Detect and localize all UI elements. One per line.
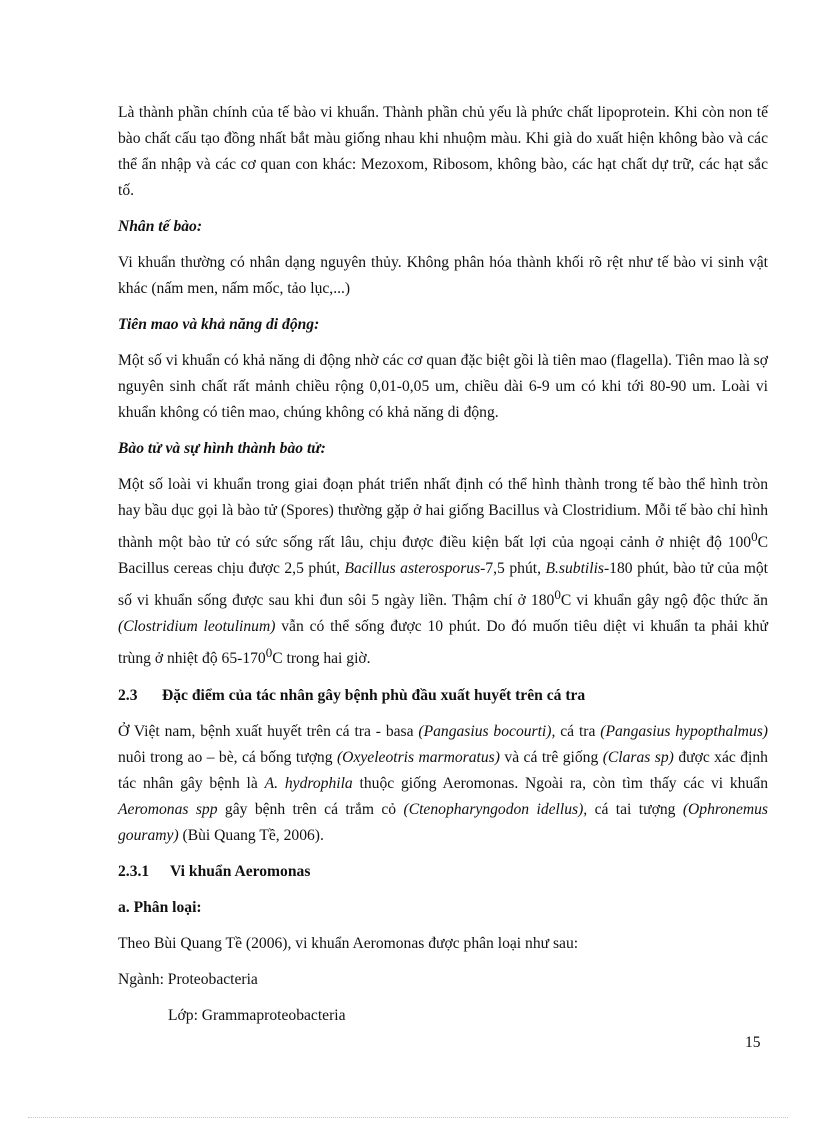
superscript: 0: [554, 587, 561, 603]
section-number: 2.3: [118, 686, 138, 704]
superscript: 0: [751, 529, 758, 544]
text-run: Một số loài vi khuẩn trong giai đoạn phát triển nhất định có thể hình thành trong tế bào thể hình tròn hay bầu dục gọi là bào tử (Spores) thường gặp ở hai giống Bacillus và Clostridium. Mỗi tế bào chỉ hình thành một bào tử có sức sống rất lâu, chịu được điều kiện bất lợi của ngoại cảnh ở nhiệt độ 100: [118, 476, 768, 552]
section-title: Vi khuẩn Aeromonas: [170, 862, 311, 880]
text-run: C Bacillus cereas chịu được 2,5 phút,: [118, 534, 768, 578]
text-run: vẫn có thể sống được 10 phút. Do đó muốn tiêu diệt vi khuẩn ta phải khử trùng ở nhiệt độ 65-170: [118, 618, 768, 668]
heading-classification: a. Phân loại:: [118, 898, 202, 916]
text-run: (Bùi Quang Tề, 2006).: [178, 826, 324, 844]
text-run: cá tra: [555, 722, 601, 740]
text-run: Ở Việt nam, bệnh xuất huyết trên cá tra - basa: [118, 722, 419, 740]
paragraph-cytoplasm: Là thành phần chính của tế bào vi khuẩn. Thành phần chủ yếu là phức chất lipoprotein. Khi còn non tế bào chất cấu tạo đồng nhất bắt màu giống nhau khi nhuộm màu. Khi già do xuất hiện không bào và các thể ẩn nhập và các cơ quan con khác: Mezoxom, Ribosom, không bào, các hạt chất dự trữ, các hạt sắc tố.: [118, 104, 768, 199]
page-number: 15: [745, 1034, 761, 1051]
species-name: (Ctenopharyngodon idellus),: [403, 800, 588, 818]
species-name: (Pangasius hypopthalmus): [600, 722, 768, 740]
text-run: -180 phút, bào tử của một số vi khuẩn sống được sau khi đun sôi 5 ngày liền. Thậm chí ở 180: [118, 560, 768, 610]
species-name: B.subtilis: [545, 560, 604, 578]
species-name: (Claras sp): [602, 748, 674, 766]
species-name: (Oxyeleotris marmoratus): [336, 748, 500, 766]
species-name: (Pangasius bocourti),: [418, 722, 556, 740]
paragraph-nucleus: Vi khuẩn thường có nhân dạng nguyên thủy. Không phân hóa thành khối rõ rệt như tế bào vi sinh vật khác (nấm men, nấm mốc, tảo lục,...): [118, 254, 768, 297]
text-run: nuôi trong ao – bè, cá bống tượng: [118, 748, 337, 766]
text-run: và cá trê giống: [499, 748, 603, 766]
text-run: được xác định tác nhân gây bệnh là: [118, 748, 768, 792]
section-title: Đặc điểm của tác nhân gây bệnh phù đầu xuất huyết trên cá tra: [162, 686, 586, 704]
paragraph-classification: Theo Bùi Quang Tề (2006), vi khuẩn Aeromonas được phân loại như sau:: [118, 934, 579, 952]
text-run: gây bệnh trên cá trắm cỏ: [217, 800, 404, 818]
text-run: -7,5 phút,: [480, 560, 546, 578]
heading-spores: Bào tử và sự hình thành bào tử:: [118, 440, 326, 457]
taxonomy-class: Lớp: Grammaproteobacteria: [168, 1006, 346, 1024]
text-run: C trong hai giờ.: [272, 650, 371, 668]
superscript: 0: [265, 645, 273, 661]
section-heading-2-3-1: [118, 859, 768, 885]
paragraph-flagella: Một số vi khuẩn có khả năng di động nhờ các cơ quan đặc biệt gồi là tiên mao (flagella). Tiên mao là sợ nguyên sinh chất rất mảnh chiều rộng 0,01-0,05 um, chiều dài 6-9 um có khi tới 80-90 um. Loài vi khuẩn không có tiên mao, chúng không có khả năng di động.: [118, 352, 768, 421]
heading-flagella: Tiên mao và khả năng di động:: [118, 316, 320, 333]
section-heading-2-3: [118, 683, 768, 709]
species-name: (Ophronemus gouramy): [118, 800, 768, 844]
section-number: 2.3.1: [118, 862, 150, 880]
species-name: A. hydrophila: [264, 774, 353, 792]
species-name: Aeromonas spp: [118, 800, 218, 818]
text-run: C vi khuẩn gây ngộ độc thức ăn: [560, 592, 768, 610]
text-run: cá tai tượng: [587, 800, 683, 818]
paragraph-spores: [118, 472, 768, 673]
page-content: [118, 100, 768, 1029]
heading-nucleus: Nhân tế bào:: [118, 218, 203, 235]
taxonomy-phylum: Ngành: Proteobacteria: [118, 970, 258, 988]
species-name: (Clostridium leotulinum): [118, 618, 276, 636]
paragraph-vietnam: [118, 719, 768, 849]
species-name: Bacillus asterosporus: [344, 560, 481, 578]
footer-divider: [28, 1117, 788, 1118]
text-run: thuộc giống Aeromonas. Ngoài ra, còn tìm thấy các vi khuẩn: [352, 774, 768, 792]
